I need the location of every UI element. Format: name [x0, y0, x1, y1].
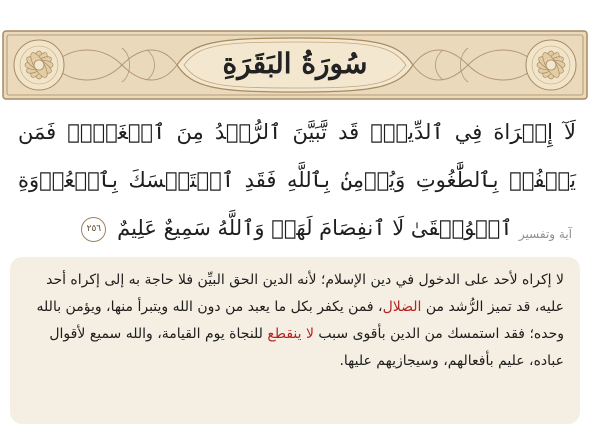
tafsir-text [24, 267, 564, 375]
verse-text: لَآ إِكۡرَاهَ فِي ٱلدِّينِۖ قَد تَّبَيَّنَ ٱلرُّشۡدُ مِنَ ٱلۡغَيِّۚ فَمَن يَكۡفُرۡ بِٱلطَّٰغُوتِ وَيُؤۡمِنۢ بِٱللَّهِ فَقَدِ ٱسۡتَمۡسَكَ بِٱلۡعُرۡوَةِ ٱلۡوُثۡقَىٰ لَا ٱنفِصَامَ لَهَاۗ وَٱللَّهُ سَمِيعٌ عَلِيمٌ [18, 120, 576, 240]
tafsir-card [10, 257, 580, 424]
verse-text-block [18, 108, 576, 252]
tafsir-text-part: للنجاة يوم القيامة، والله سميع لأقوال عباده، عليم بأفعالهم، وسيجازيهم عليها. [49, 326, 564, 369]
tafsir-text-part: لا إكراه لأحد على الدخول في دين الإسلام؛ لأنه الدين الحق البيِّن فلا حاجة به إلى إكراه أحد عليه، قد تميز الرُّشد من [46, 272, 564, 315]
tafsir-text-part: ، فمن يكفر بكل ما يعبد من دون الله ويتبرأ منها، ويؤمن بالله وحده؛ فقد استمسك من الدين بأقوى سبب [36, 299, 564, 342]
tafsir-highlight[interactable]: الضلال [382, 299, 422, 315]
tafsir-highlight[interactable]: لا ينقطع [267, 326, 314, 342]
ayah-number-badge: ٢٥٦ [81, 217, 106, 242]
tafsir-section-label: آية وتفسير [518, 227, 572, 241]
surah-title: سُورَةُ البَقَرَةِ [222, 47, 368, 80]
